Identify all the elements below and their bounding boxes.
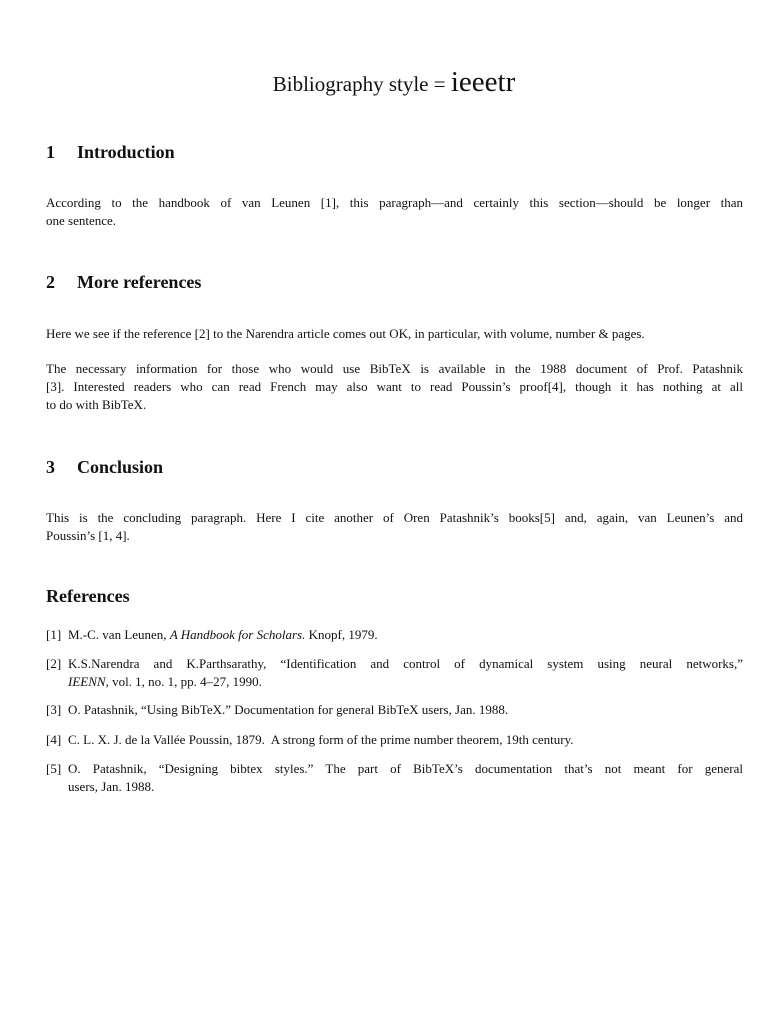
reference-publisher: Knopf, 1979. <box>305 627 378 642</box>
paragraph-line: [3]. Interested readers who can read French may also want to read Poussin’s proof[4], though it has nothing at all <box>46 379 743 394</box>
paragraph-line: This is the concluding paragraph. Here I cite another of Oren Patashnik’s books[5] and, again, van Leunen’s and <box>46 510 743 525</box>
reference-body <box>68 655 743 691</box>
section-heading-introduction <box>46 143 175 161</box>
section-number: 2 <box>46 272 55 292</box>
section-title: More references <box>77 272 202 292</box>
paragraph-conclusion <box>46 509 743 545</box>
reference-body <box>68 701 743 719</box>
reference-label: [2] <box>46 656 62 671</box>
reference-line <box>68 626 743 644</box>
reference-body <box>68 731 743 749</box>
paragraph-line: to do with BibTeX. <box>46 397 147 412</box>
references-heading: References <box>46 586 130 606</box>
title-prefix: Bibliography style = <box>272 72 451 96</box>
reference-line: K.S.Narendra and K.Parthsarathy, “Identification and control of dynamical system using neural networks,” <box>68 656 743 671</box>
paragraph-line: one sentence. <box>46 213 117 228</box>
paragraph-line: According to the handbook of van Leunen [1], this paragraph—and certainly this section—should be longer than <box>46 195 743 210</box>
paragraph-introduction <box>46 194 743 230</box>
section-number: 3 <box>46 457 55 477</box>
reference-line <box>68 673 743 691</box>
section-title: Introduction <box>77 142 175 162</box>
reference-book-title: A Handbook for Scholars. <box>169 627 306 642</box>
reference-volume-info: , vol. 1, no. 1, pp. 4–27, 1990. <box>105 674 262 689</box>
paragraph-line: The necessary information for those who would use BibTeX is available in the 1988 document of Prof. Patashnik <box>46 361 743 376</box>
paragraph-line: Poussin’s [1, 4]. <box>46 528 130 543</box>
reference-label: [3] <box>46 702 62 717</box>
reference-label: [1] <box>46 627 62 642</box>
reference-line: C. L. X. J. de la Vallée Poussin, 1879. A strong form of the prime number theorem, 19th century. <box>68 732 574 747</box>
paragraph-line: Here we see if the reference [2] to the Narendra article comes out OK, in particular, with volume, number & pages. <box>46 326 645 341</box>
reference-line: O. Patashnik, “Using BibTeX.” Documentation for general BibTeX users, Jan. 1988. <box>68 702 509 717</box>
reference-line: users, Jan. 1988. <box>68 779 155 794</box>
title-style-name: ieeetr <box>450 66 516 98</box>
section-number: 1 <box>46 142 55 162</box>
reference-body <box>68 760 743 796</box>
reference-author: M.-C. van Leunen, <box>68 627 170 642</box>
section-heading-conclusion <box>46 458 163 476</box>
reference-line: O. Patashnik, “Designing bibtex styles.” The part of BibTeX’s documentation that’s not meant for general <box>68 761 743 776</box>
section-title: Conclusion <box>77 457 164 477</box>
paragraph-patashnik <box>46 360 743 414</box>
document-title <box>0 68 768 97</box>
paragraph-narendra <box>46 325 743 343</box>
section-heading-more-references <box>46 273 201 291</box>
reference-label: [4] <box>46 732 62 747</box>
reference-journal: IEENN <box>68 674 106 689</box>
reference-body <box>68 626 743 644</box>
reference-label: [5] <box>46 761 62 776</box>
